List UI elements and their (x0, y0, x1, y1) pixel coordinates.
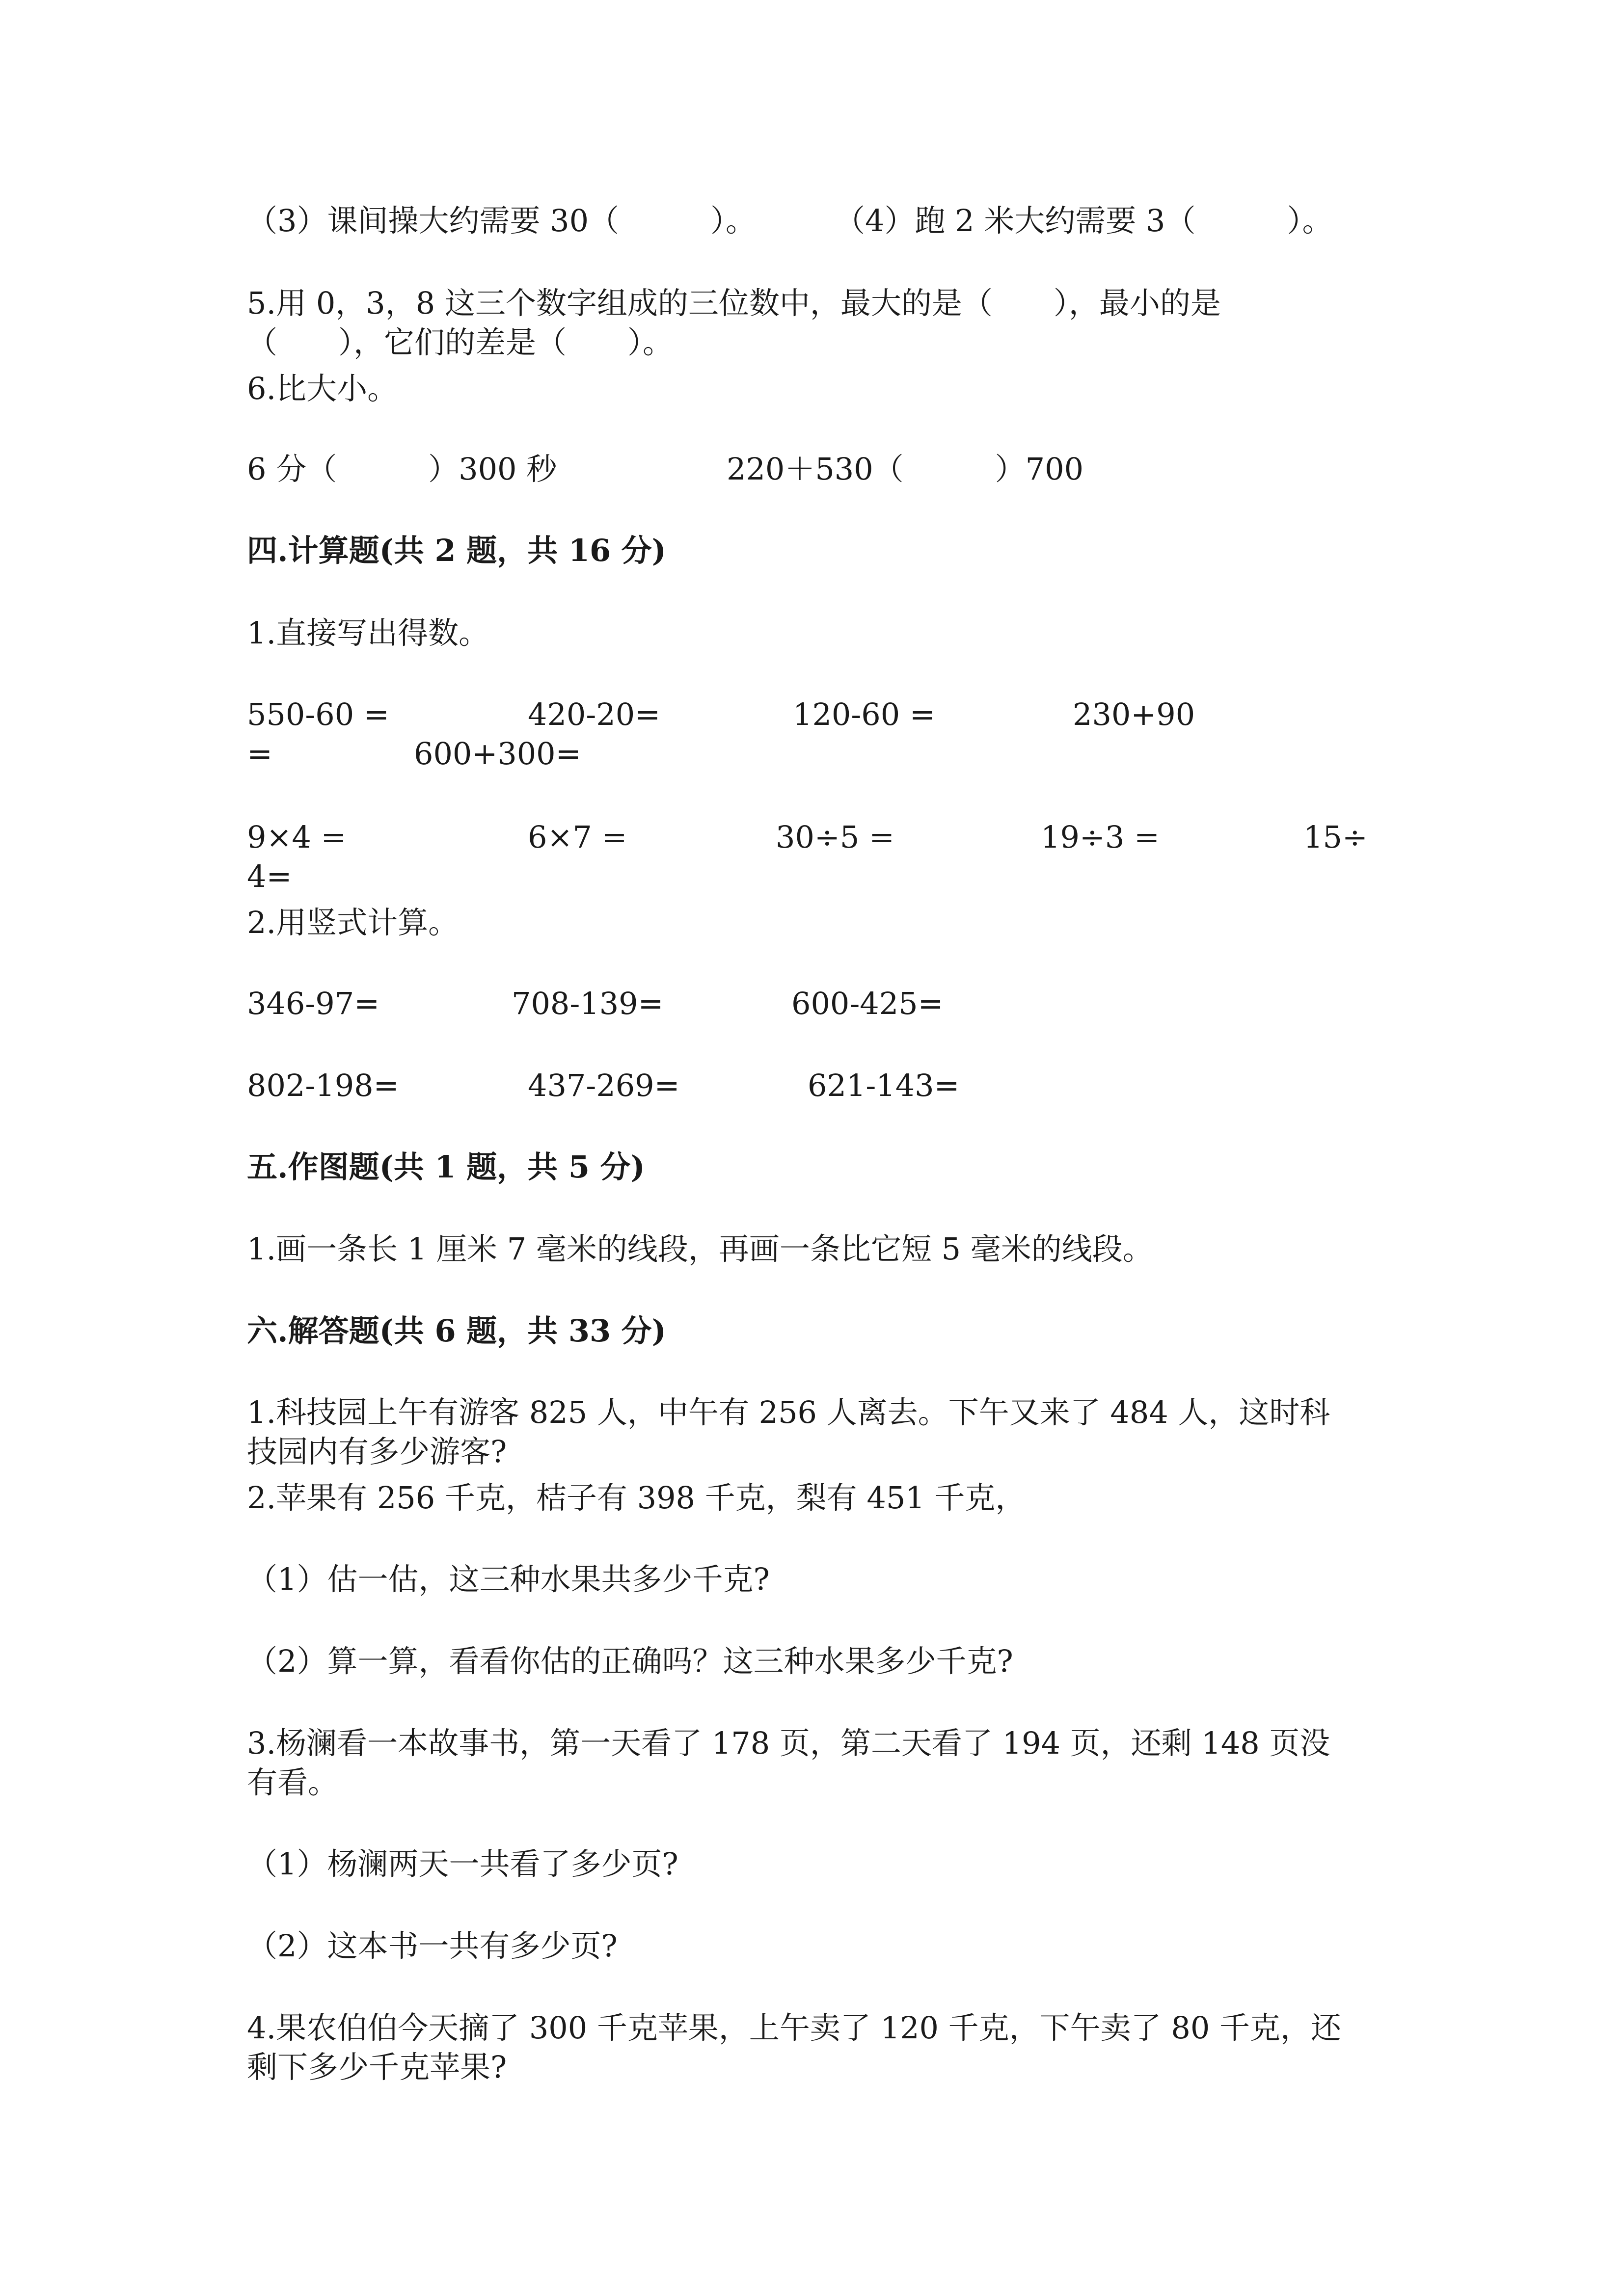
calc-item: 437-269= (528, 1068, 680, 1103)
calc-item: 600+300= (414, 736, 581, 772)
calc-item: 15÷ (1303, 819, 1368, 855)
compare-item-a: 6 分（ ）300 秒 (247, 451, 557, 487)
calc-item: 6×7 = (528, 819, 627, 855)
question-6-3-line-1: 3.杨澜看一本故事书，第一天看了 178 页，第二天看了 194 页，还剩 148 页没 (247, 1725, 1330, 1761)
section-6-title: 六.解答题(共 6 题，共 33 分) (247, 1313, 667, 1349)
question-6-1-line-2: 技园内有多少游客? (247, 1434, 507, 1469)
question-5-1: 1.画一条长 1 厘米 7 毫米的线段，再画一条比它短 5 毫米的线段。 (247, 1231, 1153, 1267)
calc-item: 802-198= (247, 1068, 399, 1103)
question-4-2: 2.用竖式计算。 (247, 905, 459, 940)
question-6-4-line-1: 4.果农伯伯今天摘了 300 千克苹果，上午卖了 120 千克，下午卖了 80 千克，还 (247, 2010, 1341, 2046)
question-3-6: 6.比大小。 (247, 371, 398, 406)
question-6-2-sub-1: （1）估一估，这三种水果共多少千克? (247, 1561, 770, 1597)
calc-item: 120-60 = (793, 696, 935, 732)
calc-item: 9×4 = (247, 819, 347, 855)
section-4-title: 四.计算题(共 2 题，共 16 分) (247, 533, 667, 568)
question-3-5-line-1: 5.用 0，3，8 这三个数字组成的三位数中，最大的是（ ），最小的是 (247, 285, 1221, 321)
calc-item: 420-20= (528, 696, 661, 732)
question-3-4-part-4: （4）跑 2 米大约需要 3（ ）。 (835, 203, 1333, 239)
question-6-1-line-1: 1.科技园上午有游客 825 人，中午有 256 人离去。下午又来了 484 人，这时科 (247, 1394, 1330, 1430)
calc-item: 550-60 = (247, 696, 389, 732)
calc-item-wrap: 4= (247, 858, 292, 894)
question-6-2-sub-2: （2）算一算，看看你估的正确吗？这三种水果多少千克? (247, 1643, 1013, 1679)
calc-item: 346-97= (247, 986, 380, 1021)
question-3-5-line-2: （ ），它们的差是（ ）。 (247, 324, 674, 360)
question-4-1: 1.直接写出得数。 (247, 615, 489, 651)
question-6-3-sub-1: （1）杨澜两天一共看了多少页? (247, 1846, 678, 1882)
question-6-2: 2.苹果有 256 千克，桔子有 398 千克，梨有 451 千克， (247, 1480, 1026, 1516)
calc-item: 600-425= (791, 986, 944, 1021)
question-6-3-line-2: 有看。 (247, 1764, 339, 1800)
calc-item-wrap: = (247, 736, 272, 772)
calc-item: 708-139= (512, 986, 664, 1021)
section-5-title: 五.作图题(共 1 题，共 5 分) (247, 1149, 645, 1185)
calc-item: 19÷3 = (1041, 819, 1160, 855)
question-6-3-sub-2: （2）这本书一共有多少页? (247, 1928, 618, 1964)
compare-item-b: 220＋530（ ）700 (727, 451, 1084, 487)
question-3-4-part-3: （3）课间操大约需要 30（ ）。 (247, 203, 757, 239)
calc-item: 30÷5 = (776, 819, 894, 855)
calc-item: 621-143= (808, 1068, 960, 1103)
question-6-4-line-2: 剩下多少千克苹果? (247, 2049, 507, 2085)
calc-item: 230+90 (1073, 696, 1195, 732)
